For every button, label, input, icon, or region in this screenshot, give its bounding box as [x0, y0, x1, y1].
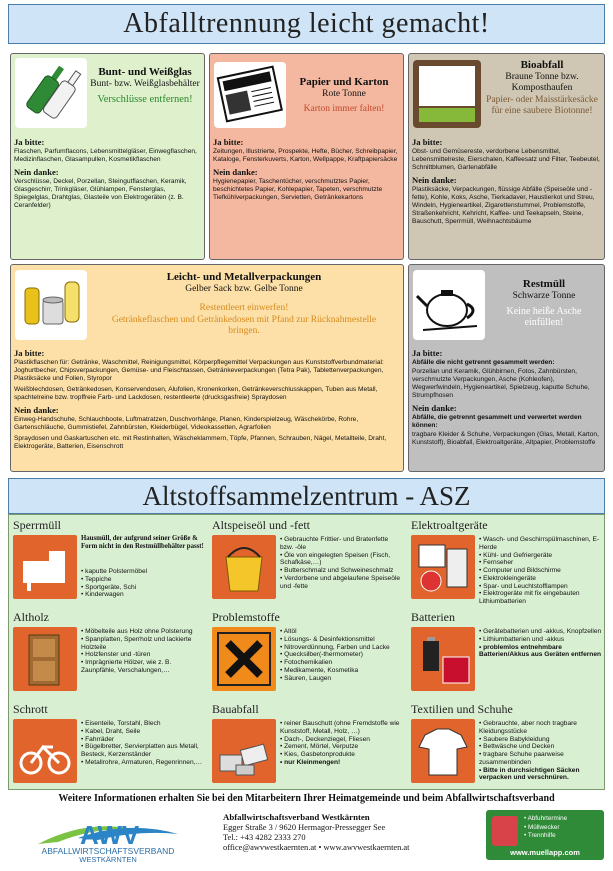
- asz-item-title: Altholz: [13, 610, 49, 624]
- list-item: • Kühl- und Gefriergeräte: [479, 552, 602, 560]
- list-item: • Butterschmalz und Schweineschmalz: [280, 567, 403, 575]
- bicycle-icon: [13, 719, 77, 783]
- list-item: • Metallrohre, Armaturen, Regenrinnen,…: [81, 759, 204, 767]
- asz-title: Altstoffsammelzentrum - ASZ: [142, 480, 471, 511]
- bin-card-glass-head: [89, 66, 201, 106]
- no-intro: Abfälle, die getrennt gesammelt und verwertet werden können:: [412, 414, 582, 430]
- asz-item-list: [81, 628, 204, 675]
- info-line: Weitere Informationen erhalten Sie bei den Mitarbeitern Ihrer Heimatgemeinde und beim Abfallwirtschaftsverband: [58, 793, 555, 804]
- bin-card-paper-body: [213, 134, 400, 202]
- list-item: • Fahrräder: [81, 736, 204, 744]
- web-contact[interactable]: office@awvwestkaernten.at • www.awvwestkaernten.at: [223, 842, 410, 852]
- asz-item-list: [479, 720, 602, 782]
- list-item: • Kinderwagen: [81, 591, 204, 599]
- app-url[interactable]: www.muellapp.com: [510, 848, 580, 857]
- list-item: • Gebrauchte Frittier- und Bratenfette bzw. -öle: [280, 536, 403, 552]
- asz-item-lead: Hausmüll, der aufgrund seiner Größe & Form nicht in den Restmüllbehälter passt!: [81, 535, 204, 551]
- no-label: Nein danke:: [14, 167, 59, 178]
- asz-item-list: [280, 628, 403, 682]
- list-item: • Kies, Gasbetonprodukte: [280, 751, 403, 759]
- list-item: • Teppiche: [81, 576, 204, 584]
- list-item: • Bitte in durchsichtigen Säcken verpacken und verschnüren.: [479, 767, 602, 783]
- asz-item-batterien: [407, 607, 606, 699]
- no-list: Plastiksäcke, Verpackungen, flüssige Abfälle (Speiseöle und -fette), Kohle, Koks, Asche, Tierkadaver, Haustierkot und Streu, Windeln, Hygieneartikel, Zigarettenstummel, Problemstoffe, Straßenkehricht, Kehricht, Kaffee- und Teekapseln, Steine, Bauschutt, Sperrmüll, Weihnachtsbäume: [412, 186, 595, 225]
- hazard-x-icon: [212, 627, 276, 691]
- list-item: • Altöl: [280, 628, 403, 636]
- asz-item-list: [81, 720, 204, 767]
- teapot-icon: [413, 270, 485, 340]
- bin-card-residual: [408, 264, 605, 472]
- list-item: • nur Kleinmengen!: [280, 759, 403, 767]
- asz-panel: [8, 514, 605, 790]
- bin-name: Bioabfall: [520, 59, 564, 71]
- asz-item-bauabfall: [208, 699, 407, 791]
- yes-list-metal: Weißblechdosen, Getränkedosen, Konservendosen, Alufolien, Kronenkorken, Getränkeverschlusskappen, Tuben aus Metall, spachtelreine bzw. tropffreie Farb- und Lackdosen, restentleerte (drucksgasfreie) Spraydosen: [14, 386, 378, 401]
- bin-container: Gelber Sack bzw. Gelbe Tonne: [185, 283, 303, 294]
- no-list: tragbare Kleider & Schuhe, Verpackungen (Glas, Metall, Karton, Kunststoff), Bioabfall, Elektroaltgeräte, Altpapier, Problemstoffe: [412, 430, 599, 446]
- yes-label: Ja bitte:: [14, 137, 45, 147]
- asz-item-list: [280, 536, 403, 590]
- list-item: • Gerätebatterien und -akkus, Knopfzellen: [479, 628, 602, 636]
- yes-list: Zeitungen, Illustrierte, Prospekte, Hefte, Bücher, Schreibpapier, Kataloge, Fensterkuverts, Karton, Wellpappe, Kraftpapiersäcke: [213, 148, 398, 164]
- asz-item-altholz: [9, 607, 208, 699]
- list-item: • tragbare Schuhe paarweise zusammenbinden: [479, 751, 602, 767]
- list-item: • Lösungs- & Desinfektionsmittel: [280, 636, 403, 644]
- no-label: Nein danke:: [412, 402, 457, 413]
- list-item: • reiner Bauschutt (ohne Fremdstoffe wie Kunststoff, Metall, Holz, …): [280, 720, 403, 736]
- list-item: • Lithiumbatterien und -akkus: [479, 636, 602, 644]
- list-item: • Computer und Bildschirme: [479, 567, 602, 575]
- list-item: • Nitroverdünnung, Farben und Lacke: [280, 644, 403, 652]
- bin-app-icon: [492, 816, 518, 846]
- battery-icon: [411, 627, 475, 691]
- app-feature: • Trennhilfe: [524, 832, 567, 841]
- list-item: • Säuren, Laugen: [280, 675, 403, 683]
- no-label: Nein danke:: [213, 167, 258, 178]
- list-item: • Spar- und Leuchtstofflampen: [479, 583, 602, 591]
- list-item: • Dach-, Deckenziegel, Fliesen: [280, 736, 403, 744]
- bin-name: Bunt- und Weißglas: [98, 66, 192, 78]
- yes-label: Ja bitte:: [412, 348, 443, 358]
- furniture-icon: [13, 535, 77, 599]
- packaging-icon: [15, 270, 87, 340]
- list-item: • Quecksilber(-thermometer): [280, 651, 403, 659]
- list-item: • Bügelbretter, Servierplatten aus Metall, Besteck, Kerzenständer: [81, 743, 204, 759]
- app-feature: • Müllwecker: [524, 824, 567, 833]
- asz-item-problemstoffe: [208, 607, 407, 699]
- bin-note: Restentleert einwerfen!: [199, 302, 289, 313]
- list-item: • Bettwäsche und Decken: [479, 743, 602, 751]
- bin-note: Keine heiße Asche einfüllen!: [506, 305, 582, 329]
- list-item: • Fotochemikalien: [280, 659, 403, 667]
- asz-item-schrott: [9, 699, 208, 791]
- shirt-icon: [411, 719, 475, 783]
- street: Egger Straße 3 / 9620 Hermagor-Pressegger See: [223, 822, 386, 832]
- bin-container: Rote Tonne: [322, 88, 366, 99]
- no-list: Hygienepapier, Taschentücher, verschmutztes Papier, beschichtetes Papier, Kohlepapier, Tapeten, verschmutzte Tiefkühlverpackungen, Servietten, Getränkekartons: [213, 178, 383, 202]
- yes-list: Obst- und Gemüsereste, verdorbene Lebensmittel, Lebensmittelreste, Eierschalen, Kaffeesatz und Filter, Teebeutel, Schnittblumen, Gartenabfälle: [412, 148, 600, 172]
- list-item: • Zement, Mörtel, Verputze: [280, 743, 403, 751]
- bin-card-packaging-head: [91, 271, 397, 337]
- asz-item-sperrmuell: [9, 515, 208, 607]
- no-list: Verschlüsse, Deckel, Porzellan, Steingutflaschen, Keramik, Glasgeschirr, Trinkgläser, Glühlampen, Fensterglas, Spiegelglas, Drahtglas, Glasteile von Elektrogeräten (z. B. Ceranfelder): [14, 178, 187, 210]
- list-item: • Gebrauchte, aber noch tragbare Kleidungsstücke: [479, 720, 602, 736]
- phone: Tel.: +43 4282 2333 270: [223, 832, 306, 842]
- asz-item-list: [479, 536, 602, 606]
- wood-door-icon: [13, 627, 77, 691]
- appliance-icon: [411, 535, 475, 599]
- bin-note-deposit: Getränkeflaschen und Getränkedosen mit Pfand zur Rücknahmestelle bringen.: [111, 315, 377, 337]
- page-title-box: [8, 4, 605, 44]
- list-item: • Imprägnierte Hölzer, wie z. B. Zaunpfähle, Verschalungen,…: [81, 659, 204, 675]
- rubble-icon: [212, 719, 276, 783]
- asz-item-list: [479, 628, 602, 659]
- list-item: • Holzfenster und -türen: [81, 651, 204, 659]
- app-feature: • Abfuhrtermine: [524, 815, 567, 824]
- asz-item-elektro: [407, 515, 606, 607]
- bin-container: Bunt- bzw. Weißglasbehälter: [90, 78, 200, 89]
- awv-logo: [18, 808, 198, 862]
- list-item: • Sportgeräte, Schi: [81, 584, 204, 592]
- list-item: • problemlos entnehmbare Batterien/Akkus aus Geräten entfernen: [479, 644, 602, 660]
- page-title: Abfalltrennung leicht gemacht!: [123, 8, 490, 39]
- list-item: • Verdorbene und abgelaufene Speiseöle und -fette: [280, 575, 403, 591]
- asz-item-title: Batterien: [411, 610, 455, 624]
- glass-bottles-icon: [15, 58, 87, 128]
- list-item: • Medikamente, Kosmetika: [280, 667, 403, 675]
- bin-card-glass: [10, 53, 205, 260]
- list-item: • Elektrogeräte mit fix eingebauten Lithiumbatterien: [479, 590, 602, 606]
- yes-label: Ja bitte:: [14, 348, 45, 358]
- bio-logo-icon: [413, 60, 481, 128]
- bin-note: Karton immer falten!: [303, 103, 385, 114]
- yes-intro: Abfälle die nicht getrennt gesammelt werden:: [412, 359, 555, 367]
- asz-item-list: [81, 568, 204, 599]
- bin-card-bio: [408, 53, 605, 260]
- newspaper-icon: [214, 62, 286, 128]
- yes-label: Ja bitte:: [213, 137, 244, 147]
- bin-name: Leicht- und Metallverpackungen: [166, 271, 322, 283]
- bin-name: Papier und Karton: [299, 76, 389, 88]
- no-label: Nein danke:: [412, 175, 457, 186]
- asz-item-title: Textilien und Schuhe: [411, 702, 513, 716]
- bin-note: Verschlüsse entfernen!: [97, 93, 193, 105]
- bin-card-bio-head: [483, 59, 601, 117]
- asz-item-title: Sperrmüll: [13, 518, 61, 532]
- bin-name: Restmüll: [522, 278, 566, 290]
- asz-item-title: Elektroaltgeräte: [411, 518, 488, 532]
- asz-item-altspeiseoel: [208, 515, 407, 607]
- org-name: Abfallwirtschaftsverband Westkärnten: [223, 812, 370, 822]
- list-item: • Öle von eingelegten Speisen (Fisch, Schafkäse,…): [280, 552, 403, 568]
- oil-bucket-icon: [212, 535, 276, 599]
- awv-logo-text: AWV: [80, 820, 140, 850]
- list-item: • kaputte Polstermöbel: [81, 568, 204, 576]
- bin-container: Braune Tonne bzw. Komposthaufen: [505, 71, 579, 93]
- asz-item-title: Problemstoffe: [212, 610, 280, 624]
- address-block: [223, 812, 409, 853]
- bin-container: Schwarze Tonne: [512, 290, 576, 301]
- bin-card-paper: [209, 53, 404, 260]
- bin-card-glass-body: [14, 134, 201, 210]
- list-item: • Eisenteile, Torstahl, Blech: [81, 720, 204, 728]
- yes-list: Plastikflaschen für: Getränke, Waschmittel, Reinigungsmittel, Körperpflegemittel Verpackungen aus Kunststoffverbundmaterial: Joghurtbecher, Chipsverpackungen, Gemüse- und Fleischtassen, Getränkeverpackungen (Tetra Pak), Tablettenverpackungen, Plastiksäcke und Folien, Styropor: [14, 359, 384, 383]
- yes-list: Porzellan und Keramik, Glühbirnen, Fotos, Zahnbürsten, verschmutzte Verpackungen, Asche (Kohleofen), Wegwerfwindeln, Hygieneartikel, Spielzeug, kaputte Schuhe, Strumpfhosen: [412, 368, 590, 399]
- list-item: • Kabel, Draht, Seile: [81, 728, 204, 736]
- list-item: • Elektrokleingeräte: [479, 575, 602, 583]
- asz-item-title: Altspeiseöl und -fett: [212, 518, 310, 532]
- bin-note: Papier- oder Maisstärkesäcke für eine saubere Biotonne!: [486, 95, 598, 117]
- list-item: • Wasch- und Geschirrspülmaschinen, E-Herde: [479, 536, 602, 552]
- asz-item-title: Schrott: [13, 702, 48, 716]
- asz-title-box: [8, 478, 605, 514]
- awv-logo-sub1: ABFALLWIRTSCHAFTSVERBAND: [41, 846, 175, 856]
- bin-card-packaging-body: [14, 345, 400, 451]
- no-list: Einweg-Handschuhe, Schlauchboote, Luftmatratzen, Duschvorhänge, Planen, Kinderspielzeug, Wäschekörbe, Rohre, Gartenschläuche, Gummistiefel, Zahnbürsten, Kleiderbügel, Videokassetten, Agrarfolien: [14, 416, 359, 432]
- list-item: • Möbelteile aus Holz ohne Polsterung: [81, 628, 204, 636]
- yes-list: Flaschen, Parfumflacons, Lebensmittelgläser, Einwegflaschen, Medizinflaschen, Glasampullen, Kosmetikflaschen: [14, 148, 197, 164]
- app-features: [524, 815, 567, 841]
- bin-card-packaging: [10, 264, 404, 472]
- list-item: • Spanplatten, Sperrholz und lackierte Holzteile: [81, 636, 204, 652]
- list-item: • Saubere Babykleidung: [479, 736, 602, 744]
- no-label: Nein danke:: [14, 404, 59, 415]
- list-item: • Fernseher: [479, 559, 602, 567]
- asz-item-title: Bauabfall: [212, 702, 259, 716]
- muellapp-banner[interactable]: [486, 810, 604, 860]
- bin-card-residual-head: [487, 278, 601, 329]
- bin-card-residual-body: [412, 345, 601, 447]
- awv-logo-sub2: WESTKÄRNTEN: [79, 855, 137, 862]
- asz-item-textilien: [407, 699, 606, 791]
- yes-label: Ja bitte:: [412, 137, 443, 147]
- bin-card-bio-body: [412, 134, 601, 226]
- asz-item-list: [280, 720, 403, 767]
- no-list-metal: Spraydosen und Gaskartuschen etc. mit Restinhalten, Wäscheklammern, Töpfe, Pfannen, Schrauben, Nägel, Metallteile, Draht, Elektrogeräte, Batterien, Eisenschrott: [14, 434, 387, 450]
- bin-card-paper-head: [288, 76, 400, 114]
- footer: [8, 808, 605, 864]
